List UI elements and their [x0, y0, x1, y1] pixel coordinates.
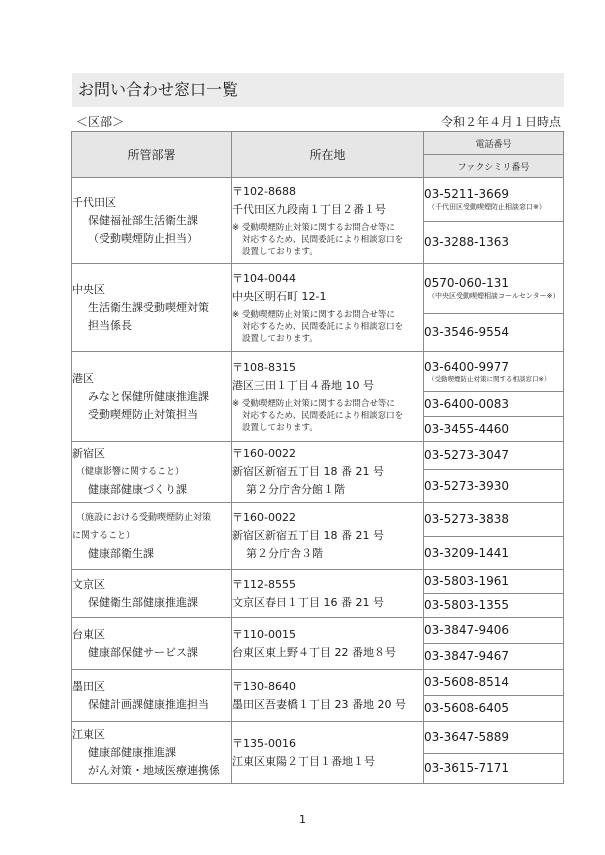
dept-sumida: 墨田区 保健計画課健康推進担当 [72, 670, 232, 722]
addr-bunkyo: 〒112-8555 文京区春日１丁目 16 番 21 号 [232, 570, 424, 618]
addr-minato: 〒108-8315 港区三田１丁目４番地 10 号 ※ 受動喫煙防止対策に関するお問合せ等に 対応するため、民間委託により相談窓口を 設置しております。 [232, 352, 424, 442]
fax-koto: 03-3615-7171 [424, 754, 564, 784]
addr-koto: 〒135-0016 江東区東陽２丁目１番地１号 [232, 722, 424, 784]
dept-bunkyo: 文京区 保健衛生部健康推進課 [72, 570, 232, 618]
phone-bunkyo: 03-5803-1961 [424, 570, 564, 594]
phone-chuo: 0570-060-131 （中央区受動喫煙相談コールセンター※） [424, 264, 564, 314]
phone-minato: 03-6400-9977 （受動喫煙防止対策に関する相談窓口※） [424, 352, 564, 392]
phone-chiyoda: 03-5211-3669 （千代田区受動喫煙防止相談窓口※） [424, 178, 564, 222]
section-label: ＜区部＞ [76, 115, 125, 129]
addr-sumida: 〒130-8640 墨田区吾妻橋１丁目 23 番地 20 号 [232, 670, 424, 722]
fax-chiyoda: 03-3288-1363 [424, 222, 564, 264]
note-chuo: ※ 受動喫煙防止対策に関するお問合せ等に 対応するため、民間委託により相談窓口を 設置しております。 [232, 310, 404, 344]
header-addr: 所在地 [232, 132, 424, 178]
note-minato: ※ 受動喫煙防止対策に関するお問合せ等に 対応するため、民間委託により相談窓口を 設置しております。 [232, 399, 404, 433]
page-title: お問い合わせ窓口一覧 [72, 73, 564, 107]
fax-shinjuku-facility: 03-3209-1441 [424, 537, 564, 570]
addr-taito: 〒110-0015 台東区東上野４丁目 22 番地８号 [232, 618, 424, 670]
addr-shinjuku-facility: 〒160-0022 新宿区新宿五丁目 18 番 21 号 第２分庁舎３階 [232, 503, 424, 570]
dept-minato: 港区 みなと保健所健康推進課 受動喫煙防止対策担当 [72, 352, 232, 442]
dept-koto: 江東区 健康部健康推進課 がん対策・地域医療連携係 [72, 722, 232, 784]
fax-minato: 03-3455-4460 [424, 417, 564, 442]
fax-bunkyo: 03-5803-1355 [424, 594, 564, 618]
addr-chiyoda: 〒102-8688 千代田区九段南１丁目２番１号 ※ 受動喫煙防止対策に関するお問合せ等に 対応するため、民間委託により相談窓口を 設置しております。 [232, 178, 424, 264]
dept-chiyoda: 千代田区 保健福祉部生活衛生課 （受動喫煙防止担当） [72, 178, 232, 264]
phone-shinjuku-health: 03-5273-3047 [424, 442, 564, 470]
header-fax: ファクシミリ番号 [424, 155, 564, 178]
dept-chuo: 中央区 生活衛生課受動喫煙対策 担当係長 [72, 264, 232, 352]
dept-shinjuku-health: 新宿区 （健康影響に関すること） 健康部健康づくり課 [72, 442, 232, 503]
phone-taito: 03-3847-9406 [424, 618, 564, 644]
contacts-table [71, 131, 564, 784]
note-chiyoda: ※ 受動喫煙防止対策に関するお問合せ等に 対応するため、民間委託により相談窓口を 設置しております。 [232, 223, 404, 257]
dept-shinjuku-facility: （施設における受動喫煙防止対策 に関すること） 健康部衛生課 [72, 503, 232, 570]
fax-sumida: 03-5608-6405 [424, 696, 564, 722]
addr-chuo: 〒104-0044 中央区明石町 12-1 ※ 受動喫煙防止対策に関するお問合せ等に 対応するため、民間委託により相談窓口を 設置しております。 [232, 264, 424, 352]
addr-shinjuku-health: 〒160-0022 新宿区新宿五丁目 18 番 21 号 第２分庁舎分館１階 [232, 442, 424, 503]
fax-taito: 03-3847-9467 [424, 644, 564, 670]
page-number: 1 [299, 813, 306, 826]
phone-shinjuku-facility: 03-5273-3838 [424, 503, 564, 537]
dept-taito: 台東区 健康部保健サービス課 [72, 618, 232, 670]
header-dept: 所管部署 [72, 132, 232, 178]
phone-sumida: 03-5608-8514 [424, 670, 564, 696]
as-of-date: 令和２年４月１日時点 [440, 115, 561, 129]
phone-koto: 03-3647-5889 [424, 722, 564, 754]
header-phone: 電話番号 [424, 132, 564, 155]
phone2-minato: 03-6400-0083 [424, 392, 564, 417]
fax-shinjuku-health: 03-5273-3930 [424, 470, 564, 503]
fax-chuo: 03-3546-9554 [424, 314, 564, 352]
